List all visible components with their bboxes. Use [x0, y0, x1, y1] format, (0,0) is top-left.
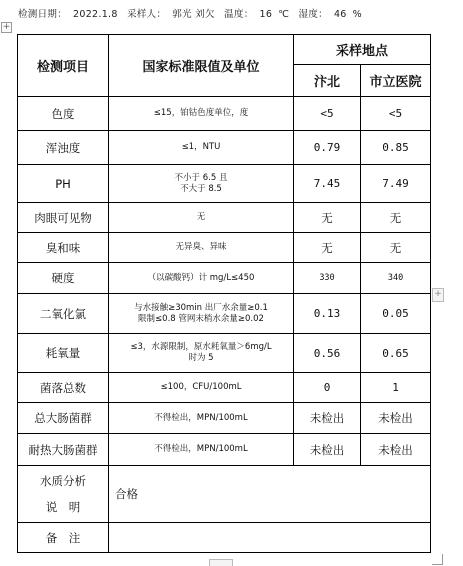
row-value-site-1: 未检出 — [294, 403, 361, 434]
add-column-handle-icon[interactable]: + — [432, 288, 444, 302]
row-value-site-2: <5 — [361, 97, 431, 131]
row-value-site-1: 7.45 — [294, 165, 361, 203]
header-site-1: 汴北 — [294, 65, 361, 97]
row-item: 浑浊度 — [18, 131, 109, 165]
row-standard: ≤1，NTU — [109, 131, 294, 165]
row-item: 硬度 — [18, 263, 109, 294]
row-value-site-2: 7.49 — [361, 165, 431, 203]
table-row — [18, 294, 431, 334]
analysis-label — [18, 466, 109, 523]
row-item: 耗氧量 — [18, 334, 109, 373]
row-item: PH — [18, 165, 109, 203]
remark-label: 备 注 — [18, 523, 109, 553]
row-standard: 与水接触≥30min 出厂水余量≥0.1 限制≤0.8 管网末梢水余量≥0.02 — [109, 294, 294, 334]
header-site-2: 市立医院 — [361, 65, 431, 97]
header-meta — [18, 6, 448, 20]
row-value-site-1: 无 — [294, 233, 361, 263]
table-move-handle-icon[interactable]: + — [2, 22, 11, 32]
analysis-label-line-2: 说 明 — [45, 500, 81, 514]
row-value-site-2: 340 — [361, 263, 431, 294]
row-standard: 无 — [109, 203, 294, 233]
row-item: 臭和味 — [18, 233, 109, 263]
humidity-unit: % — [352, 9, 362, 20]
temp-unit: ℃ — [278, 9, 290, 20]
row-standard: 不得检出，MPN/100mL — [109, 403, 294, 434]
row-value-site-2: 无 — [361, 203, 431, 233]
row-item: 总大肠菌群 — [18, 403, 109, 434]
table-resize-handle-icon[interactable] — [432, 554, 443, 565]
header-item: 检测项目 — [18, 35, 109, 97]
row-item: 菌落总数 — [18, 373, 109, 403]
row-value-site-2: 0.85 — [361, 131, 431, 165]
temp-value: 16 — [259, 9, 273, 20]
header-sites: 采样地点 — [294, 35, 431, 65]
humidity-label: 湿度： — [298, 9, 328, 20]
row-value-site-2: 未检出 — [361, 403, 431, 434]
row-value-site-1: 0.13 — [294, 294, 361, 334]
analysis-value[interactable]: 合格 — [109, 466, 431, 523]
row-standard: 不小于 6.5 且 不大于 8.5 — [109, 165, 294, 203]
table-row — [18, 334, 431, 373]
row-value-site-1: <5 — [294, 97, 361, 131]
sampler-value: 郭光 刘欠 — [172, 9, 215, 20]
date-label: 检测日期： — [18, 9, 68, 20]
table-row — [18, 373, 431, 403]
row-value-site-2: 0.65 — [361, 334, 431, 373]
table-row — [18, 97, 431, 131]
row-value-site-2: 无 — [361, 233, 431, 263]
table-row — [18, 233, 431, 263]
row-standard: （以碳酸钙）计 mg/L≤450 — [109, 263, 294, 294]
row-value-site-2: 1 — [361, 373, 431, 403]
row-item: 耐热大肠菌群 — [18, 434, 109, 466]
table-row — [18, 263, 431, 294]
row-standard: ≤3，水源限制，原水耗氧量＞6mg/L 时为 5 — [109, 334, 294, 373]
water-quality-table — [17, 34, 431, 553]
row-item: 二氧化氯 — [18, 294, 109, 334]
row-value-site-1: 无 — [294, 203, 361, 233]
table-row — [18, 203, 431, 233]
analysis-row — [18, 466, 431, 523]
row-value-site-1: 0.79 — [294, 131, 361, 165]
remark-row — [18, 523, 431, 553]
row-value-site-1: 0 — [294, 373, 361, 403]
sampler-label: 采样人： — [127, 9, 167, 20]
humidity-value: 46 — [333, 9, 347, 20]
table-row — [18, 165, 431, 203]
row-standard: ≤100，CFU/100mL — [109, 373, 294, 403]
row-value-site-2: 0.05 — [361, 294, 431, 334]
row-value-site-2: 未检出 — [361, 434, 431, 466]
row-standard: 不得检出，MPN/100mL — [109, 434, 294, 466]
row-item: 色度 — [18, 97, 109, 131]
table-row — [18, 434, 431, 466]
analysis-label-line-1: 水质分析 — [40, 474, 86, 488]
header-standard: 国家标准限值及单位 — [109, 35, 294, 97]
date-value: 2022.1.8 — [73, 9, 118, 20]
row-standard: 无异臭、异味 — [109, 233, 294, 263]
row-standard: ≤15，铂钴色度单位，度 — [109, 97, 294, 131]
row-value-site-1: 0.56 — [294, 334, 361, 373]
temp-label: 温度： — [224, 9, 254, 20]
row-value-site-1: 未检出 — [294, 434, 361, 466]
row-item: 肉眼可见物 — [18, 203, 109, 233]
table-row — [18, 403, 431, 434]
table-row — [18, 131, 431, 165]
row-value-site-1: 330 — [294, 263, 361, 294]
remark-value[interactable] — [109, 523, 431, 553]
